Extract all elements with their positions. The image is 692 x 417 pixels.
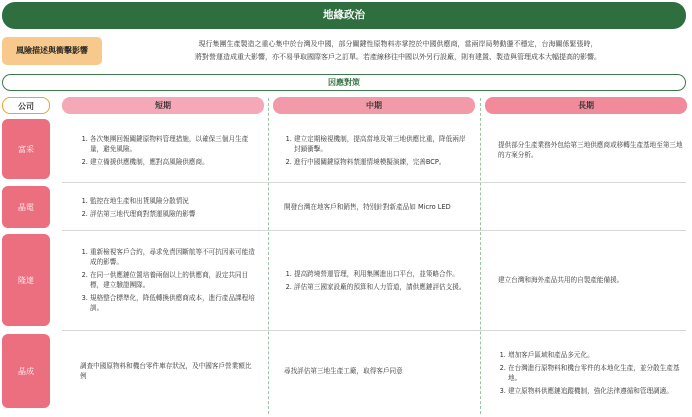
page-title: 地緣政治 bbox=[2, 2, 686, 29]
column-divider bbox=[268, 98, 269, 414]
short-term-cell bbox=[80, 334, 258, 408]
list-item: 1. 提高跨境營運管理，利用集團進出口平台，並策略合作。 bbox=[294, 269, 468, 279]
long-term-cell bbox=[498, 334, 684, 412]
mid-term-cell bbox=[284, 120, 468, 180]
list-item: 2. 在同一供應鏈位置培養兩個以上的供應商，設定共同目標，建立驗證團隊。 bbox=[90, 270, 258, 290]
column-header-short-term: 短期 bbox=[62, 97, 264, 114]
list-item: 2. 評估第三國家設廠的預算和人力管道，請供應鏈評估支援。 bbox=[294, 282, 468, 292]
row-divider bbox=[62, 330, 686, 331]
list-item: 2. 評估第三地代理商對禁運風險的影響 bbox=[90, 209, 258, 219]
list-item: 尋找評估第三地生產工廠，取得客戶同意 bbox=[284, 367, 403, 375]
mid-term-cell bbox=[284, 334, 468, 408]
row-divider bbox=[62, 230, 686, 231]
risk-description-text bbox=[112, 38, 684, 66]
column-header-mid-term: 中期 bbox=[273, 97, 475, 114]
column-header-company: 公司 bbox=[2, 97, 50, 114]
company-label-jingdian: 晶電 bbox=[2, 186, 50, 228]
short-term-cell bbox=[80, 120, 258, 180]
column-header-long-term: 長期 bbox=[485, 97, 687, 114]
risk-description-label: 風險描述與衝擊影響 bbox=[2, 37, 102, 65]
risk-description-line: 現行集團生產製造之重心集中於台灣及中國，部分關鍵性原物料亦掌控於中國供應商，當兩岸局勢動盪不穩定，台海關係緊張時， bbox=[198, 40, 598, 48]
risk-description-line: 將對營運造成重大影響，亦不易爭取國際客戶之訂單。若產線移往中國以外另行設廠，則有建置、製造與管理成本大幅提高的影響。 bbox=[195, 52, 601, 61]
list-item: 1. 監控在地生產和出貨風險分散情況 bbox=[90, 196, 258, 206]
list-item: 建立台灣和海外產品共用的自製產能備援。 bbox=[498, 276, 624, 284]
row-divider bbox=[62, 182, 686, 183]
list-item: 2. 建立備援供應機制，應對高風險供應商。 bbox=[90, 157, 258, 167]
company-label-longda: 隆達 bbox=[2, 234, 50, 326]
list-item: 1. 增加客戶區域和產品多元化。 bbox=[508, 350, 684, 360]
list-item: 3. 規格整合標準化，降低轉換供應商成本，進行產品課程培訓。 bbox=[90, 293, 258, 313]
list-item: 1. 重新檢視客戶合約，尋求免責因斷航等不可抗因素可能造成的影響。 bbox=[90, 247, 258, 267]
list-item: 開發台灣在地客戶和銷售，特別針對新產品如 Micro LED bbox=[284, 203, 451, 211]
section-title: 因應對策 bbox=[2, 74, 686, 91]
list-item: 提供部分生產業務外包給第三地供應商或移轉生產基地至第三地的方案分析。 bbox=[498, 141, 683, 159]
list-item: 2. 進行中國關鍵原物料禁運情境模擬演練，完善BCP。 bbox=[294, 157, 468, 167]
list-item: 3. 建立原物料供應鏈追蹤機制，強化法律遵循和管理調適。 bbox=[508, 386, 684, 396]
long-term-cell bbox=[498, 120, 684, 180]
short-term-cell bbox=[80, 186, 258, 228]
column-divider bbox=[480, 98, 481, 414]
long-term-cell bbox=[498, 234, 684, 326]
company-label-fucai: 富采 bbox=[2, 119, 50, 179]
mid-term-cell bbox=[284, 234, 468, 326]
mid-term-cell bbox=[284, 186, 468, 228]
list-item: 1. 各次集團回報關鍵原物料管理措施，以確保三個月生產量，避免風險。 bbox=[90, 134, 258, 154]
list-item: 1. 建立定期檢視機制，提高當地及第三地供應比重，降低兩岸封鎖衝擊。 bbox=[294, 134, 468, 154]
list-item: 調查中國原物料和機台零件庫存狀況，及中國客戶營業額比例 bbox=[80, 362, 252, 380]
short-term-cell bbox=[80, 234, 258, 326]
company-label-jingcheng: 晶成 bbox=[2, 334, 50, 408]
list-item: 2. 在台灣進行原物料和機台零件的本地化生產，並分散生產基地。 bbox=[508, 363, 684, 383]
